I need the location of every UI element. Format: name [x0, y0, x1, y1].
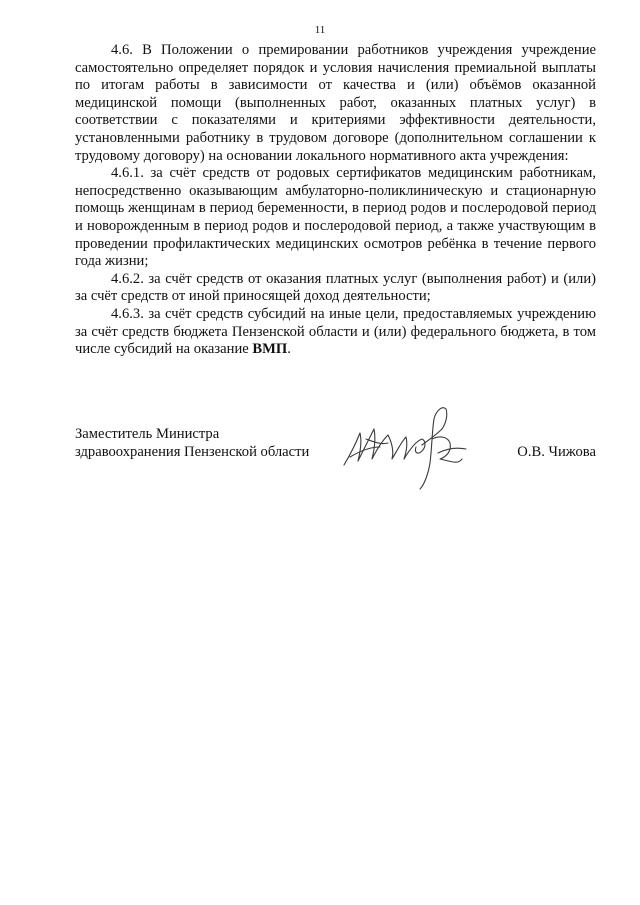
paragraph-4-6-3 — [75, 306, 596, 359]
signatory-position-line1: Заместитель Министра — [75, 426, 220, 442]
paragraph-4-6-2 — [75, 271, 596, 306]
page-number: 11 — [314, 24, 326, 36]
paragraph-text: 4.6. В Положении о премировании работников учреждения учреждение самостоятельно определяет порядок и условия начисления премиальной выплаты по итогам работы в зависимости от качества и (или) объёмов оказанной медицинской помощи (выполненных работ, оказанных платных услуг) в соответствии с показателями и критериями эффективности деятельности, установленными работнику в трудовом договоре (дополнительном соглашении к трудовому договору) на основании локального нормативного акта учреждения: — [75, 42, 596, 164]
paragraph-text: 4.6.1. за счёт средств от родовых сертификатов медицинским работникам, непосредственно оказывающим амбулаторно-поликлиническую и стационарную помощь женщинам в период беременности, в период родов и послеродовой период и новорожденным в период родов и послеродовой период, а также участвующим в проведении профилактических медицинских осмотров ребёнка в течение первого года жизни; — [75, 165, 596, 270]
paragraph-text: 4.6.3. за счёт средств субсидий на иные цели, предоставляемых учреждению за счёт средств бюджета Пензенской области и (или) федерального бюджета, в том числе субсидий на оказание — [75, 305, 596, 358]
document-body — [75, 42, 596, 359]
paragraph-text-end: . — [287, 341, 291, 358]
signatory-position-line2: здравоохранения Пензенской области — [75, 444, 310, 460]
signatory-position — [75, 425, 309, 461]
handwritten-signature-icon — [336, 395, 496, 495]
paragraph-4-6-1 — [75, 165, 596, 271]
paragraph-text: 4.6.2. за счёт средств от оказания платных услуг (выполнения работ) и (или) за счёт средств от иной приносящей доход деятельности; — [75, 270, 596, 305]
paragraph-4-6 — [75, 42, 596, 165]
signatory-name: О.В. Чижова — [517, 444, 596, 460]
paragraph-bold-term: ВМП — [252, 341, 288, 358]
